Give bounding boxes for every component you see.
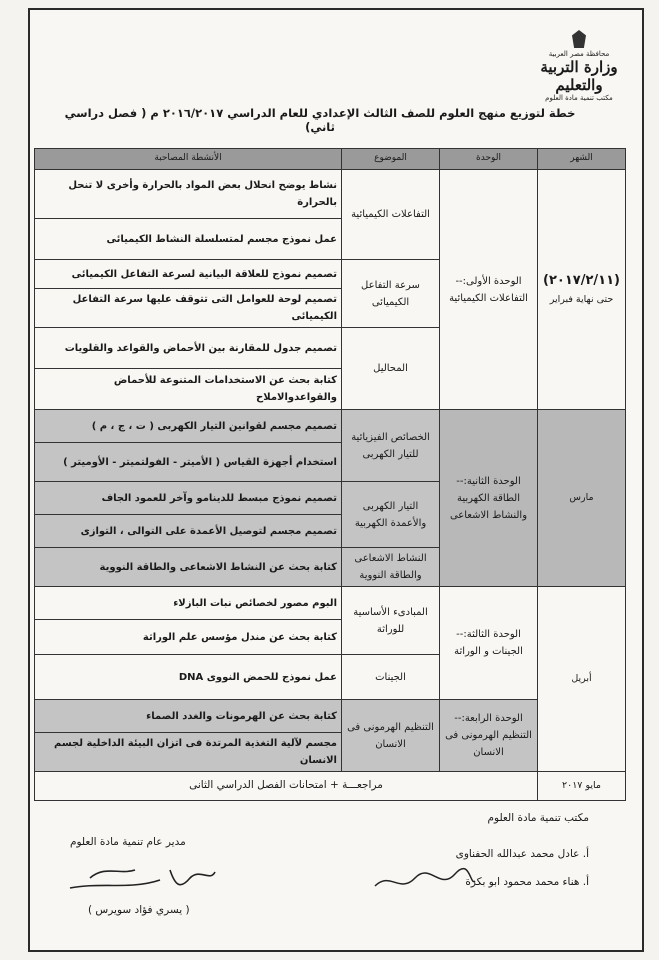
logo-ministry: وزارة التربية والتعليم [540,58,618,95]
activity: مجسم لآلية التغذية المرتدة فى اتزان البيئة الداخلية لجسم الانسان [35,733,342,772]
logo-line1: محافظة مصر العربية [548,50,610,58]
table-row [35,772,626,801]
activity: تصميم لوحة للعوامل التى تتوقف عليها سرعة التفاعل الكيميائى [35,289,342,328]
feb-until: حتى نهاية فبراير [549,294,614,306]
activity: عمل نموذج مجسم لمتسلسلة النشاط الكيميائى [35,219,342,260]
topic-electric-properties: الخصائص الفيزيائية للتيار الكهربى [342,410,440,482]
activity: كتابة بحث عن الهرمونات والغدد الصماء [35,700,342,733]
header-month: الشهر [538,149,626,170]
footer-office: مكتب تنمية مادة العلوم [487,812,589,824]
topic-hormonal-regulation: التنظيم الهرمونى فى الانسان [342,700,440,772]
unit-1-label: الوحدة الأولى:-- [455,275,522,287]
topic-electric-current: التيار الكهربى والأعمدة الكهربية [342,482,440,548]
table-row [35,700,626,733]
month-mar: مارس [538,410,626,587]
activity: تصميم نموذج للعلاقة البيانية لسرعة التفاعل الكيميائى [35,260,342,289]
month-apr: أبريل [538,587,626,772]
eagle-emblem-icon [572,30,586,48]
unit-4-label: الوحدة الرابعة:-- [454,713,523,724]
director-name: ( يسري فؤاد سويرس ) [88,904,190,916]
topic-radioactivity: النشاط الاشعاعى والطاقة النووية [342,548,440,587]
unit-3-label: الوحدة الثالثة:-- [456,629,521,640]
director-title: مدير عام تنمية مادة العلوم [70,836,186,848]
activity: عمل نموذج للحمض النووى DNA [35,655,342,700]
topic-genetics-principles: المبادىء الأساسية للوراثة [342,587,440,655]
month-may: مايو ٢٠١٧ [538,772,626,801]
header-activities: الأنشطة المصاحبة [35,149,342,170]
month-feb [538,170,626,410]
topic-reaction-rate: سرعة التفاعل الكيميائى [342,260,440,328]
unit-2-title: الطاقة الكهربية والنشاط الاشعاعى [449,492,528,521]
topic-chemical-reactions: التفاعلات الكيميائية [342,170,440,260]
unit-2 [440,410,538,587]
topic-genes: الجينات [342,655,440,700]
unit-1-title: التفاعلات الكيميائية [449,292,528,304]
table-header-row [35,149,626,170]
unit-1 [440,170,538,410]
activity: تصميم جدول للمقارنة بين الأحماض والقواعد والقلويات [35,328,342,369]
activity: تصميم مجسم لقوانين التيار الكهربى ( ت ، ج ، م ) [35,410,342,443]
unit-3-title: الجينات و الوراثة [454,646,523,657]
header-topic: الموضوع [342,149,440,170]
unit-3 [440,587,538,700]
table-row [35,587,626,620]
activity: كتابة بحث عن النشاط الاشعاعى والطاقة النووية [35,548,342,587]
activity: كتابة بحث عن مندل مؤسس علم الوراثة [35,620,342,655]
footer-person1: أ. عادل محمد عبدالله الحفناوى [455,848,589,860]
logo-line2: مكتب تنمية مادة العلوم [545,94,613,103]
unit-4 [440,700,538,772]
ministry-logo [539,30,619,103]
director-signature-icon [60,860,220,900]
may-review: مراجعـــة + امتحانات الفصل الدراسي الثانى [35,772,538,801]
unit-4-title: التنظيم الهرمونى فى الانسان [445,730,532,758]
feb-date: (٢٠١٧/٢/١١) [543,273,620,289]
document-title: خطة لتوزيع منهج العلوم للصف الثالث الإعدادي للعام الدراسي ٢٠١٦/٢٠١٧ م ( فصل دراسي ثاني) [64,106,576,134]
unit-2-label: الوحدة الثانية:-- [456,475,521,487]
table-row [35,410,626,443]
activity: استخدام أجهزة القياس ( الأميتر - الفولتميتر - الأوميتر ) [35,443,342,482]
topic-solutions: المحاليل [342,328,440,410]
header-unit: الوحدة [440,149,538,170]
footer-person2: أ. هناء محمد محمود ابو بكرة [465,876,589,888]
activity: كتابة بحث عن الاستخدامات المتنوعة للأحماض والقواعدوالاملاح [35,369,342,410]
activity: تصميم مجسم لتوصيل الأعمدة على التوالى ، التوازى [35,515,342,548]
activity: البوم مصور لخصائص نبات البازلاء [35,587,342,620]
activity: تصميم نموذج مبسط للدينامو وآخر للعمود الجاف [35,482,342,515]
signature-2-icon [370,866,480,896]
curriculum-table [34,148,626,801]
table-row [35,170,626,219]
activity: نشاط يوضح انحلال بعض المواد بالحرارة وأخرى لا تنحل بالحرارة [35,170,342,219]
